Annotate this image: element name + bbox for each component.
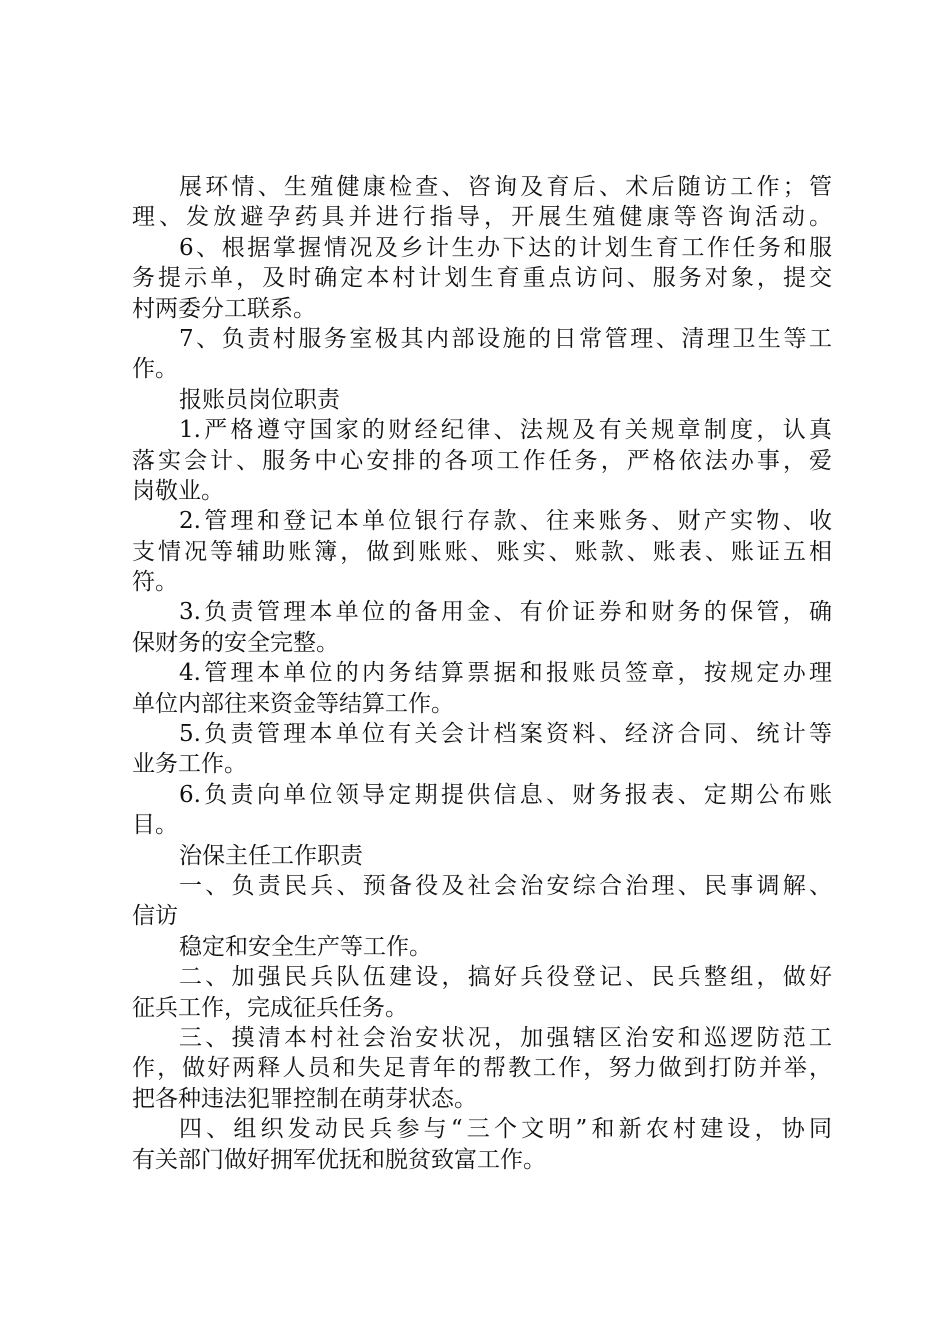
text-line: 征兵工作，完成征兵任务。 bbox=[132, 994, 408, 1021]
text-line: 村两委分工联系。 bbox=[132, 295, 316, 322]
text-line: 一、负责民兵、预备役及社会治安综合治理、民事调解、 bbox=[179, 872, 832, 899]
text-line: 6.负责向单位领导定期提供信息、财务报表、定期公布账 bbox=[179, 781, 832, 808]
text-line: 符。 bbox=[132, 569, 178, 596]
text-line: 落实会计、服务中心安排的各项工作任务，严格依法办事，爱 bbox=[132, 447, 832, 474]
text-line: 作。 bbox=[132, 356, 178, 383]
text-line: 稳定和安全生产等工作。 bbox=[179, 933, 432, 960]
text-line: 2.管理和登记本单位银行存款、往来账务、财产实物、收 bbox=[179, 508, 832, 535]
document-body bbox=[132, 172, 832, 1175]
text-line: 务提示单，及时确定本村计划生育重点访问、服务对象，提交 bbox=[132, 265, 832, 292]
text-line: 5.负责管理本单位有关会计档案资料、经济合同、统计等 bbox=[179, 721, 832, 748]
text-line: 保财务的安全完整。 bbox=[132, 629, 339, 656]
text-line: 单位内部往来资金等结算工作。 bbox=[132, 690, 454, 717]
text-line: 岗敬业。 bbox=[132, 477, 224, 504]
text-line: 治保主任工作职责 bbox=[179, 842, 363, 869]
text-line: 6、根据掌握情况及乡计生办下达的计划生育工作任务和服 bbox=[179, 234, 832, 261]
text-line: 支情况等辅助账簿，做到账账、账实、账款、账表、账证五相 bbox=[132, 538, 832, 565]
text-line: 4.管理本单位的内务结算票据和报账员签章，按规定办理 bbox=[179, 660, 832, 687]
text-line: 三、摸清本村社会治安状况，加强辖区治安和巡逻防范工 bbox=[179, 1024, 832, 1051]
text-line: 7、负责村服务室极其内部设施的日常管理、清理卫生等工 bbox=[179, 325, 832, 352]
text-line: 3.负责管理本单位的备用金、有价证券和财务的保管，确 bbox=[179, 599, 832, 626]
text-line: 作，做好两释人员和失足青年的帮教工作，努力做到打防并举， bbox=[132, 1055, 832, 1082]
text-line: 1.严格遵守国家的财经纪律、法规及有关规章制度，认真 bbox=[179, 417, 832, 444]
text-line: 报账员岗位职责 bbox=[179, 386, 340, 413]
text-line: 信访 bbox=[132, 903, 178, 930]
text-line: 展环情、生殖健康检查、咨询及育后、术后随访工作；管 bbox=[179, 174, 832, 200]
text-line: 目。 bbox=[132, 812, 178, 839]
text-line: 业务工作。 bbox=[132, 751, 247, 778]
text-line: 有关部门做好拥军优抚和脱贫致富工作。 bbox=[132, 1146, 546, 1173]
text-line: 二、加强民兵队伍建设，搞好兵役登记、民兵整组，做好 bbox=[179, 964, 832, 991]
text-line: 四、组织发动民兵参与“三个文明”和新农村建设，协同 bbox=[179, 1116, 832, 1143]
text-line: 把各种违法犯罪控制在萌芽状态。 bbox=[132, 1085, 477, 1112]
text-line: 理、发放避孕药具并进行指导，开展生殖健康等咨询活动。 bbox=[132, 204, 832, 231]
